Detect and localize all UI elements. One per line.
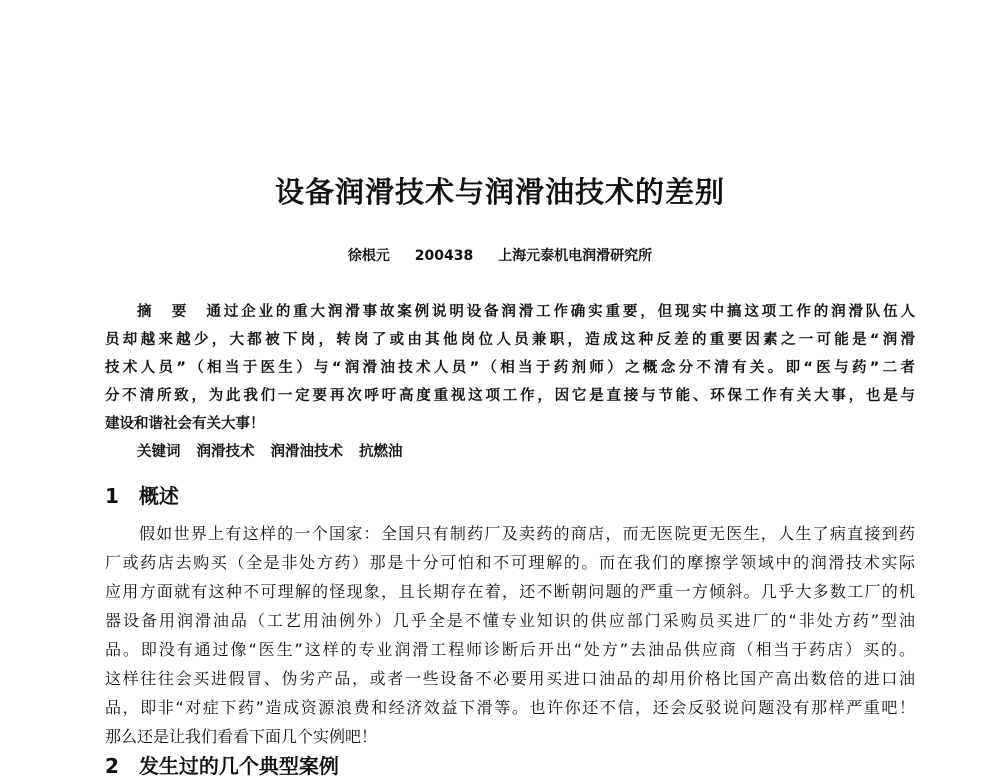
body-line: 假如世界上有这样的一个国家：全国只有制药厂及卖药的商店，而无医院更无医生，人生了病直接到药 — [139, 524, 915, 543]
keyword: 润滑技术 — [196, 444, 255, 460]
author-line — [0, 245, 1000, 265]
body-line: 器设备用润滑油品（工艺用油例外）几乎全是不懂专业知识的供应部门采购员买进厂的“非处方药”型油 — [105, 611, 915, 630]
abstract-line: 员却越来越少，大都被下岗，转岗了或由其他岗位人员兼职，造成这种反差的重要因素之一可能是“润滑 — [105, 332, 915, 348]
author-postcode: 200438 — [414, 248, 474, 264]
section-title: 发生过的几个典型案例 — [138, 754, 339, 778]
keyword: 润滑油技术 — [270, 444, 343, 460]
section-heading — [105, 480, 179, 509]
keywords — [105, 440, 915, 460]
body-line: 品。即没有通过像“医生”这样的专业润滑工程师诊断后开出“处方”去油品供应商（相当于药店）买的。 — [105, 640, 915, 659]
body-line: 这样往往会买进假冒、伪劣产品，或者一些设备不必要用买进口油品的却用价格比国产高出数倍的进口油 — [105, 669, 915, 688]
author-name: 徐根元 — [347, 248, 390, 264]
section-number: 1 — [105, 484, 119, 508]
abstract-line: 摘 要 通过企业的重大润滑事故案例说明设备润滑工作确实重要，但现实中搞这项工作的润滑队伍人 — [137, 304, 915, 320]
body-line: 品，即非“对症下药”造成资源浪费和经济效益下滑等。也许你还不信，还会反驳说问题没有那样严重吧！ — [105, 698, 915, 717]
abstract-line: 建设和谐社会有关大事！ — [105, 416, 265, 432]
abstract-line: 技术人员”（相当于医生）与“润滑油技术人员”（相当于药剂师）之概念分不清有关。即“医与药”二者 — [105, 360, 915, 376]
body-line: 厂或药店去购买（全是非处方药）那是十分可怕和不可理解的。而在我们的摩擦学领域中的润滑技术实际 — [105, 553, 915, 572]
body-line: 应用方面就有这种不可理解的怪现象，且长期存在着，还不断朝问题的严重一方倾斜。几乎大多数工厂的机 — [105, 582, 915, 601]
author-affiliation: 上海元泰机电润滑研究所 — [498, 248, 653, 264]
document-title: 设备润滑技术与润滑油技术的差别 — [274, 175, 725, 209]
section-number: 2 — [105, 754, 119, 778]
section-title: 概述 — [138, 484, 179, 508]
body-line: 那么还是让我们看看下面几个实例吧！ — [105, 727, 378, 746]
keywords-label: 关键词 — [137, 444, 181, 460]
keyword: 抗燃油 — [359, 444, 403, 460]
abstract-line: 分不清所致，为此我们一定要再次呼吁高度重视这项工作，因它是直接与节能、环保工作有关大事，也是与 — [105, 388, 915, 404]
section-heading — [105, 750, 339, 779]
